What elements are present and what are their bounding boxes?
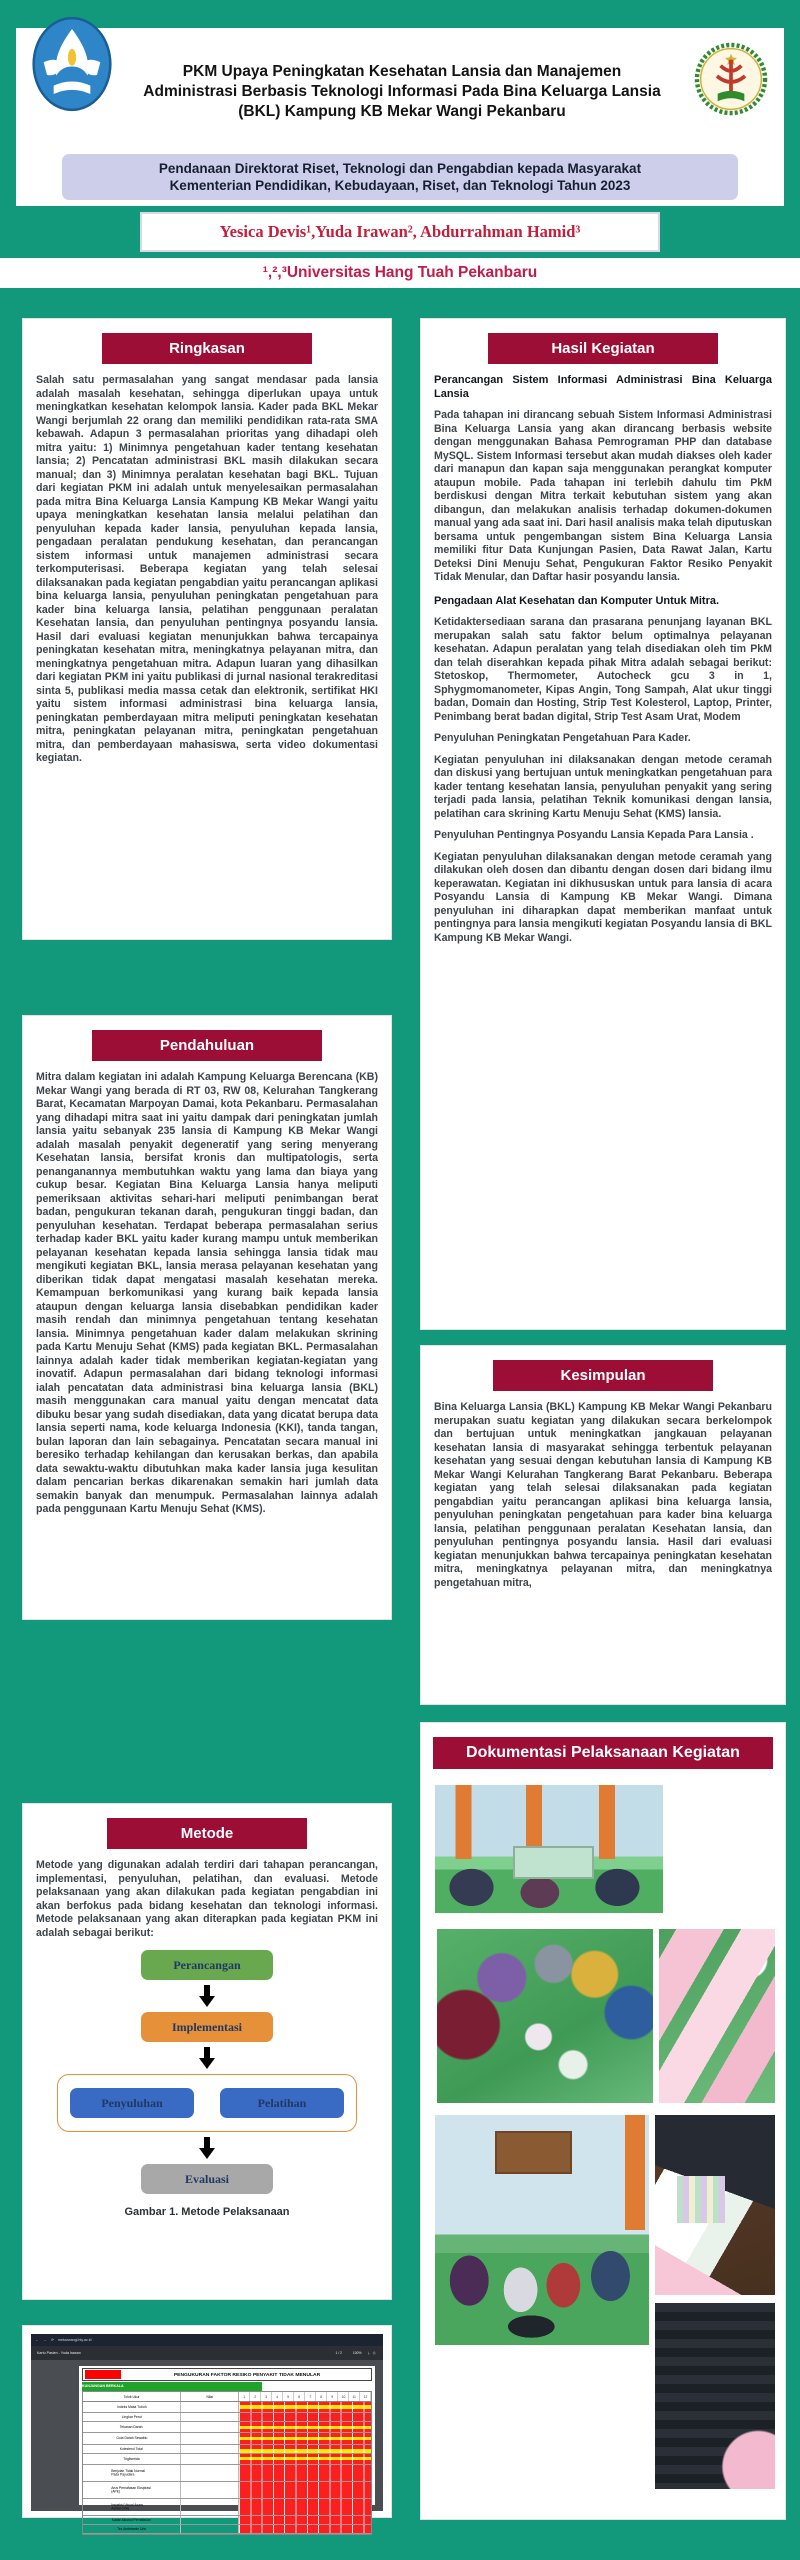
pdf-title: Kartu Pasien - Yuda Irawan: [37, 2350, 81, 2355]
metode-header: Metode: [107, 1818, 307, 1849]
risk-table-row: Inspeksi Visual Asam Asetat (IVA): [83, 2499, 371, 2516]
title-line-1: PKM Upaya Peningkatan Kesehatan Lansia dan Manajemen: [182, 63, 622, 80]
hasil-header: Hasil Kegiatan: [488, 333, 718, 364]
hasil-kegiatan-card: [420, 318, 786, 1330]
kunjungan-berkala-band: [82, 2382, 262, 2391]
kesimpulan-card: [420, 1345, 786, 1705]
risk-table-row: Lingkar Perut: [83, 2413, 371, 2422]
kesimpulan-body: Bina Keluarga Lansia (BKL) Kampung KB Mekar Wangi Pekanbaru merupakan suatu kegiatan yang dilakukan secara berkelompok dan bertujuan untuk meningkatkan jangkauan pelayanan kesehatan lansia di masyarakat sehingga terbentuk pelayanan kesehatan yang sesuai dengan kebutuhan lansia di Kampung KB Mekar Wangi Kelurahan Tangkerang Barat Pekanbaru. Beberapa kegiatan yang telah selesai dilaksanakan pada kegiatan pengabdian yaitu perancangan aplikasi bina keluarga lansia, penyuluhan peningkatan pengetahuan para kader bina keluarga lansia, pelatihan penggunaan peralatan Kesehatan lansia, dan penyuluhan pentingnya posyandu lansia. Hasil dari evaluasi kegiatan menunjukkan bahwa tercapainya peningkatan kesehatan mitra, meningkatnya pelayanan mitra, dan meningkatnya pengetahuan mitra,: [434, 1401, 772, 1589]
doc-title: PENGUKURAN FAKTOR RESIKO PENYAKIT TIDAK MENULAR: [173, 2371, 321, 2378]
risk-table-rows: [82, 2401, 372, 2535]
download-icon: ⤓: [368, 2350, 370, 2355]
dokumentasi-card: [420, 1722, 786, 2520]
url-text: mekarwangi.hty.ac.id: [57, 2337, 92, 2342]
table-header-row: [82, 2391, 372, 2401]
funding-line-1: Pendanaan Direktorat Riset, Teknologi dan Pengabdian kepada Masyarakat: [158, 161, 642, 176]
uht-pekanbaru-logo-icon: [694, 40, 768, 118]
doc-title-row: [82, 2368, 372, 2381]
title-line-2: Administrasi Berbasis Teknologi Informasi Pada Bina Keluarga Lansia: [143, 83, 661, 100]
ringkasan-body: Salah satu permasalahan yang sangat mendasar pada lansia adalah masalah kesehatan, sehingga diperlukan upaya untuk meningkatkan kesehatan kelompok lansia. Kader pada BKL Mekar Wangi berjumlah 22 orang dan memiliki pendidikan rata-rata SMA kebawah. Adapun 3 permasalahan prioritas yang dihadapi oleh mitra yaitu: 1) Minimnya pengetahuan kader tentang kesehatan lansia; 2) Pencatatan administrasi BKL masih dilakukan secara manual; dan 3) Minimnya peralatan kesehatan bagi BKL. Tujuan dari kegiatan PKM ini adalah untuk menyelesaikan permasalahan pada mitra Bina Keluarga Lansia Kampung KB Mekar Wangi yaitu upaya meningkatkan kesehatan lansia melalui pelatihan dan penyuluhan kepada kader lansia, penyuluhan kepada lansia, pengadaan peralatan pendukung kesehatan, dan perancangan sistem informasi untuk manajemen administrasi secara terkomputerisasi. Beberapa kegiatan yang telah selesai dilaksanakan pada kegiatan pengabdian yaitu perancangan aplikasi bina keluarga lansia, penyuluhan peningkatan pengetahuan para kader bina keluarga lansia, pelatihan penggunaan peralatan Kesehatan lansia, dan penyuluhan pentingnya posyandu lansia. Hasil dari evaluasi kegiatan menunjukkan bahwa tercapainya peningkatan kesehatan mitra, meningkatnya pelayanan mitra, dan meningkatnya pengetahuan mitra. Adapun luaran yang dihasilkan dari kegiatan PKM ini yaitu publikasi di jurnal nasional terakreditasi sinta 5, publikasi media massa cetak dan elektronik, sertifikat HKI yaitu sistem informasi administrasi bina keluarga lansia, peningkatan pemberdayaan mitra meliputi peningkatan kesehatan mitra, peningkatan pelayanan mitra, peningkatan pengetahuan mitra, dan pemberdayaan mahasiswa, serta video dokumentasi kegiatan.: [36, 374, 378, 764]
photo-laptop-kms-card: [655, 2115, 775, 2295]
risk-table-row: Kadar Alkohol Pernafasan: [83, 2516, 371, 2525]
poster-title: [128, 62, 676, 122]
browser-window: [31, 2334, 383, 2531]
funding-box: [62, 154, 738, 200]
metode-card: [22, 1803, 392, 2300]
arrow-down-icon: [199, 1985, 215, 2007]
hasil-block-1-body: Pada tahapan ini dirancang sebuah Sistem Informasi Administrasi Bina Keluarga Lansia yang akan dirancang berbasis website dengan menggunakan Bahasa Pemrograman PHP dan database MySQL. Sistem Informasi tersebut akan mudah diakses oleh kader dari manapun dan kapan saja menggunakan perangkat komputer ataupun mobile. Pada tahapan ini terlebih dahulu tim PkM berdiskusi dengan Mitra terkait kebutuhan sistem yang akan dibangun, dan melakukan analisis terhadap dokumen-dokumen manual yang ada saat ini. Dari hasil analisis maka telah diputuskan bersama untuk pengembangan sistem Bina Keluarga Lansia memiliki fitur Data Kunjungan Pasien, Data Rawat Jalan, Kartu Deteksi Dini Menuju Sehat, Pengukuran Faktor Resiko Penyakit Tidak Menular, dan Daftar hasir posyandu lansia.: [434, 409, 772, 584]
photo-laptop-training-group: [435, 2115, 649, 2345]
flow-node-pelatihan: Pelatihan: [220, 2088, 344, 2118]
zoom-level: 100%: [352, 2350, 362, 2355]
photo-laptop-keyboard-closeup: [655, 2303, 775, 2489]
band-label: KUNJUNGAN BERKALA: [82, 2384, 124, 2389]
risk-table-row: Tes Amfetamin Urin: [83, 2525, 371, 2534]
risk-table-row: Benjolan Tidak Normal Pada Payudara: [83, 2465, 371, 2482]
funding-line-2: Kementerian Pendidikan, Kebudayaan, Riset, dan Teknologi Tahun 2023: [169, 178, 631, 193]
pdf-toolbar: [31, 2346, 383, 2360]
flow-node-perancangan: Perancangan: [141, 1950, 273, 1980]
hasil-block-2-body: Ketidaktersediaan sarana dan prasarana penunjang layanan BKL merupakan salah satu faktor belum optimalnya pelayanan kesehatan. Adapun peralatan yang telah disediakan oleh tim PkM dan telah diserahkan kepada pihak Mitra adalah sebagai berikut: Stetoskop, Thermometer, Autocheck gcu 3 in 1, Sphygmomanometer, Kipas Angin, Tong Sampah, Alat ukur tinggi badan, Domain dan Hosting, Strip Test Kolesterol, Laptop, Printer, Penimbang berat badan digital, Strip Test Asam Urat, Modem: [434, 616, 772, 723]
pendahuluan-body: Mitra dalam kegiatan ini adalah Kampung Keluarga Berencana (KB) Mekar Wangi yang berada di RT 03, RW 08, Kelurahan Tangkerang Barat, Kecamatan Marpoyan Damai, kota Pekanbaru. Permasalahan yang dihadapi mitra saat ini yaitu dampak dari peningkatan jumlah lansia yaitu sebanyak 235 lansia di Kampung KB Mekar Wangi adalah masalah penyakit degeneratif yang sering menyerang Kesehatan lansia, bersifat kronis dan multipatologis, serta penanganannya membutuhkan waktu yang lama dan biaya yang cukup besar. Kegiatan Bina Keluarga Lansia hanya meliputi pemeriksaan aktivitas sehari-hari meliputi penimbangan berat badan, pengukuran tekanan darah, pengukuran tinggi badan, dan penyuluhan kesehatan. Terdapat beberapa permasalahan serius terhadap kader BKL yaitu kader kurang mampu untuk memberikan pelayanan kesehatan kepada lansia sehingga lansia tidak mau mengikuti kegiatan BKL, lansia merasa pelayanan kesehatan yang diberikan tidak dapat mengatasi masalah kesehatan mereka. Kemampuan berkomunikasi yang kurang baik kepada lansia ataupun dengan keluarga lansia disebabkan pendidikan kader masih rendah dan minimnya pengetahuan tentang kesehatan lansia. Minimnya pengetahuan kader dalam melakukan skrining pada Kartu Menuju Sehat (KMS) pada kegiatan BKL. Permasalahan lainnya adalah kader tidak memberikan kegiatan-kegiatan yang inovatif. Adapun permasalahan dari bidang teknologi informasi ialah pencatatan data administrasi bina keluarga lansia (BKL) masih menggunakan cara manual yaitu dengan mencatat data dibuku besar yang sudah disediakan, data yang dicatat berupa data lansia seperti nama, kode keluarga Indonesia (KKI), tanda tangan, bulan laporan dan lain sebagainya. Pencatatan secara manual ini beresiko terhadap kehilangan dan kerusakan berkas, dan apabila data sewaktu-waktu dibutuhkan maka kader lansia juga kesulitan dalam pencarian berkas dikarenakan semakin hari jumlah data semakin banyak dan menumpuk. Permasalahan lainnya adalah pada penggunaan Kartu Menuju Sehat (KMS).: [36, 1071, 378, 1515]
risk-table-row: Arus Pernafasan Ekspirasi (APE): [83, 2482, 371, 2499]
authors-box: [140, 212, 660, 252]
page-indicator: 1 / 2: [335, 2350, 343, 2355]
arrow-down-icon: [199, 2047, 215, 2069]
risk-table-row: Trigliserida: [83, 2454, 371, 2465]
reload-icon: ⟳: [51, 2337, 55, 2342]
browser-url-bar: [31, 2334, 383, 2346]
print-icon: ⎙: [372, 2350, 376, 2355]
flow-node-evaluasi: Evaluasi: [141, 2164, 273, 2194]
authors-text: Yesica Devis¹,Yuda Irawan², Abdurrahman Hamid³: [219, 222, 581, 241]
hasil-block-2-heading: Pengadaan Alat Kesehatan dan Komputer Untuk Mitra.: [434, 594, 720, 607]
col-header-nilai: Nilai: [206, 2394, 214, 2399]
title-line-3: (BKL) Kampung KB Mekar Wangi Pekanbaru: [238, 103, 566, 120]
pendahuluan-card: [22, 1015, 392, 1620]
affiliation-band: [0, 258, 800, 288]
app-screenshot-card: [22, 2325, 392, 2531]
kemdikbud-logo-icon: [30, 14, 114, 114]
pendahuluan-header: Pendahuluan: [92, 1030, 322, 1061]
col-header-tolok-ukur: Tolok Ukur: [123, 2394, 140, 2399]
pdf-page: [79, 2366, 375, 2531]
dokumentasi-header: Dokumentasi Pelaksanaan Kegiatan: [433, 1737, 773, 1769]
risk-col-numbers: 1 2 3 4 5 6 7 8 9 10 11 12: [238, 2392, 371, 2401]
risk-table-row: Tekanan Darah: [83, 2422, 371, 2433]
risk-table-row: Indeks Masa Tubuh: [83, 2402, 371, 2413]
flow-group-box: [57, 2074, 357, 2132]
red-block: [85, 2370, 121, 2379]
hasil-block-3-heading: Penyuluhan Peningkatan Pengetahuan Para Kader.: [434, 732, 691, 745]
arrow-down-icon: [199, 2137, 215, 2159]
kesimpulan-header: Kesimpulan: [493, 1360, 713, 1391]
back-icon: ←: [35, 2337, 39, 2342]
forward-icon: →: [43, 2337, 47, 2342]
method-flowchart: [23, 1950, 391, 2194]
ringkasan-header: Ringkasan: [102, 333, 312, 364]
pdf-viewer: [31, 2360, 383, 2531]
flow-node-penyuluhan: Penyuluhan: [70, 2088, 194, 2118]
hasil-block-4-body: Kegiatan penyuluhan dilaksanakan dengan metode ceramah yang dilakukan oleh dosen dan dibantu dengan dosen dari bidang ilmu keperawatan. Kegiatan ini dikhususkan untuk para lansia di acara Posyandu Lansia di Kampung KB Mekar Wangi. Dimana penyuluhan ini diharapkan dapat memberikan manfaat untuk pentingnya para lansia mengikuti kegiatan Posyandu lansia di BKL Kampung KB Mekar Wangi.: [434, 850, 772, 944]
hasil-block-4-heading: Penyuluhan Pentingnya Posyandu Lansia Kepada Para Lansia .: [434, 829, 754, 842]
hasil-block-1-heading: Perancangan Sistem Informasi Administrasi Bina Keluarga Lansia: [434, 374, 772, 400]
flow-node-implementasi: Implementasi: [141, 2012, 273, 2042]
metode-body: Metode yang digunakan adalah terdiri dari tahapan perancangan, implementasi, penyuluhan, pelatihan, dan evaluasi. Metode pelaksanaan yang akan dilakukan pada kegiatan pengabdian ini akan berfokus pada bidang kesehatan dan teknologi informasi. Metode pelaksanaan yang akan diterapkan pada kegiatan PKM ini adalah sebagai berikut:: [36, 1859, 378, 1939]
risk-table-row: Kolesterol Total: [83, 2445, 371, 2454]
figure-caption: Gambar 1. Metode Pelaksanaan: [124, 2206, 290, 2218]
ringkasan-card: [22, 318, 392, 940]
photo-kader-meeting-room: [435, 1785, 663, 1913]
photo-pink-record-cards: [659, 1929, 775, 2103]
risk-table-row: Gula Darah Sewaktu: [83, 2433, 371, 2444]
affiliation-text: ¹,²,³Universitas Hang Tuah Pekanbaru: [262, 264, 538, 281]
hasil-block-3-body: Kegiatan penyuluhan ini dilaksanakan dengan metode ceramah dan diskusi yang bertujuan untuk meningkatkan pengetahuan para kader tentang kesehatan lansia, penyuluhan penyakit yang sering terjadi pada lansia, pelatihan Teknik komunikasi dengan lansia, pelatihan cara skrining Kartu Menuju Sehat (KMS) lansia.: [434, 753, 772, 820]
photo-circle-discussion-mat: [437, 1929, 653, 2103]
